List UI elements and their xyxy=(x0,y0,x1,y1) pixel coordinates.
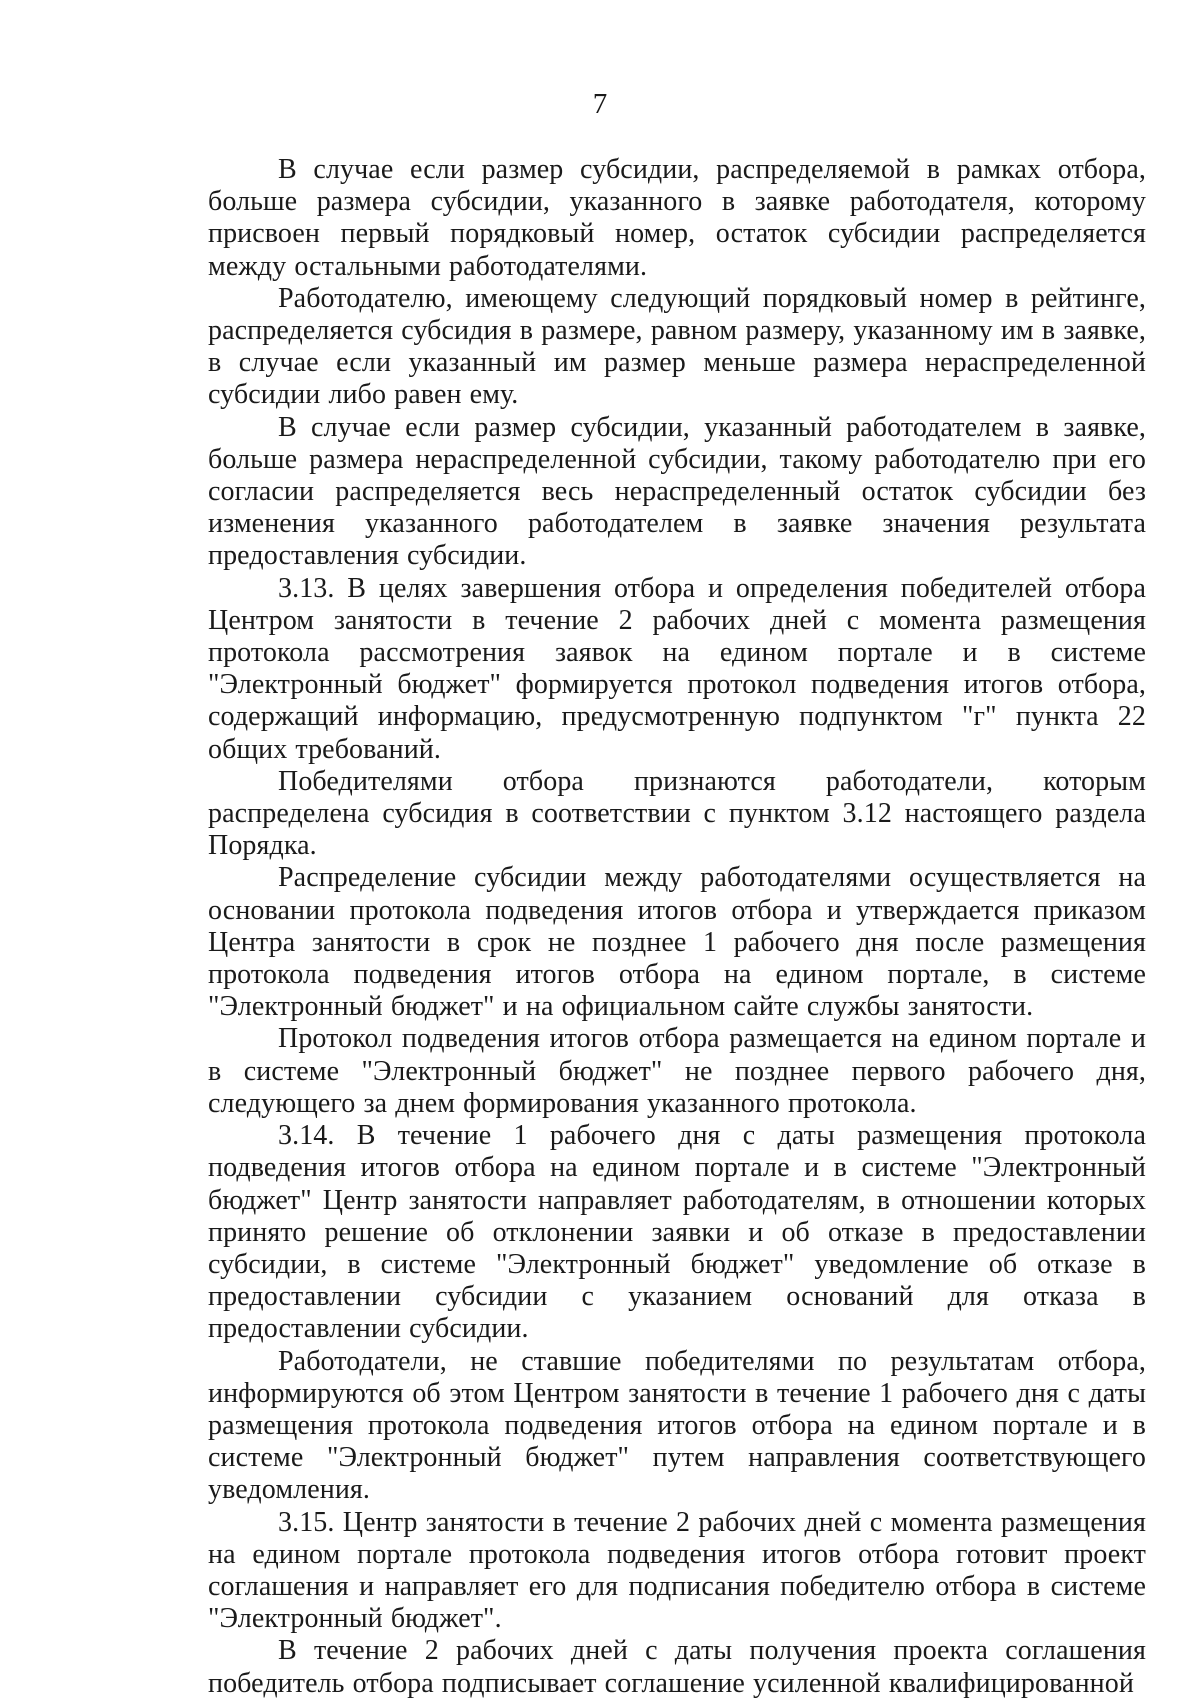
page-number: 7 xyxy=(592,88,608,120)
paragraph-3-15: 3.15. Центр занятости в течение 2 рабочих дней с момента размещения на едином портале протокола подведения итогов отбора готовит проект соглашения и направляет его для подписания победителю отбора в системе "Электронный бюджет". xyxy=(208,1506,1146,1635)
document-body xyxy=(208,154,1146,1700)
paragraph: Работодателю, имеющему следующий порядковый номер в рейтинге, распределяется субсидия в размере, равном размеру, указанному им в заявке, в случае если указанный им размер меньше размера нераспределенной субсидии либо равен ему. xyxy=(208,282,1146,411)
paragraph: Победителями отбора признаются работодатели, которым распределена субсидия в соответствии с пунктом 3.12 настоящего раздела Порядка. xyxy=(208,765,1146,862)
paragraph: Распределение субсидии между работодателями осуществляется на основании протокола подведения итогов отбора и утверждается приказом Центра занятости в срок не позднее 1 рабочего дня после размещения протокола подведения итогов отбора на едином портале, в системе "Электронный бюджет" и на официальном сайте службы занятости. xyxy=(208,862,1146,1023)
paragraph-continued: В течение 2 рабочих дней с даты получения проекта соглашения победитель отбора подписывает соглашение усиленной квалифицированной xyxy=(208,1635,1146,1699)
paragraph: В случае если размер субсидии, распределяемой в рамках отбора, больше размера субсидии, указанного в заявке работодателя, которому присвоен первый порядковый номер, остаток субсидии распределяется между остальными работодателями. xyxy=(208,154,1146,282)
paragraph-3-13: 3.13. В целях завершения отбора и определения победителей отбора Центром занятости в течение 2 рабочих дней с момента размещения протокола рассмотрения заявок на едином портале и в системе "Электронный бюджет" формируется протокол подведения итогов отбора, содержащий информацию, предусмотренную подпунктом "г" пункта 22 общих требований. xyxy=(208,572,1146,765)
paragraph: Работодатели, не ставшие победителями по результатам отбора, информируются об этом Центром занятости в течение 1 рабочего дня с даты размещения протокола подведения итогов отбора на едином портале и в системе "Электронный бюджет" путем направления соответствующего уведомления. xyxy=(208,1345,1146,1506)
paragraph-3-14: 3.14. В течение 1 рабочего дня с даты размещения протокола подведения итогов отбора на едином портале и в системе "Электронный бюджет" Центр занятости направляет работодателям, в отношении которых принято решение об отклонении заявки и об отказе в предоставлении субсидии, в системе "Электронный бюджет" уведомление об отказе в предоставлении субсидии с указанием оснований для отказа в предоставлении субсидии. xyxy=(208,1120,1146,1345)
paragraph: В случае если размер субсидии, указанный работодателем в заявке, больше размера нераспределенной субсидии, такому работодателю при его согласии распределяется весь нераспределенный остаток субсидии без изменения указанного работодателем в заявке значения результата предоставления субсидии. xyxy=(208,411,1146,572)
paragraph: Протокол подведения итогов отбора размещается на едином портале и в системе "Электронный бюджет" не позднее первого рабочего дня, следующего за днем формирования указанного протокола. xyxy=(208,1023,1146,1119)
